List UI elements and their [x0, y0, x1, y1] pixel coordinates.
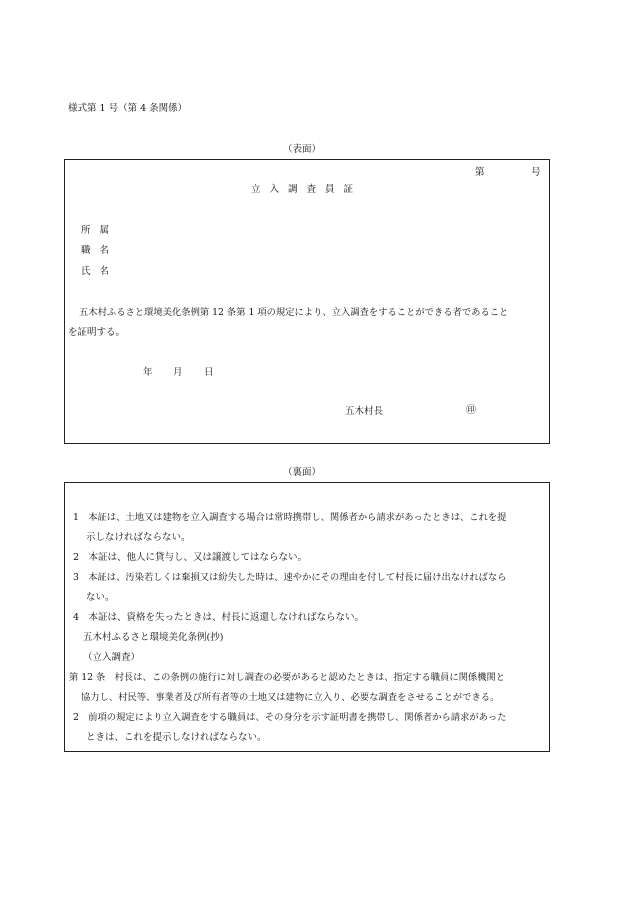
- cert-number-prefix: 第: [475, 167, 485, 178]
- certification-statement-cont: を証明する。: [68, 327, 126, 338]
- back-side-heading: （裏面）: [283, 467, 322, 478]
- field-affiliation-label: 所属: [81, 225, 119, 236]
- field-position-label: 職名: [81, 245, 119, 256]
- seal-mark: ㊞: [466, 405, 476, 416]
- certification-statement: 五木村ふるさと環境美化条例第 12 条第 1 項の規定により、立入調査をすることができる者であること: [79, 307, 509, 318]
- date-year-label: 年: [143, 367, 153, 378]
- article-12-paragraph-2: 2 前項の規定により立入調査をする職員は、その身分を示す証明書を携帯し、関係者から請求があった: [73, 712, 507, 723]
- date-month-label: 月: [173, 367, 183, 378]
- front-card: [64, 159, 550, 444]
- article-12-text: 第 12 条 村長は、この条例の施行に対し調査の必要があると認めたときは、指定する職員に関係機関と: [69, 672, 506, 683]
- cert-number-suffix: 号: [531, 167, 541, 178]
- section-caption: （立入調査）: [83, 652, 141, 663]
- article-12-paragraph-2-cont: ときは、これを提示しなければならない。: [86, 732, 267, 743]
- form-number: 様式第 1 号（第 4 条関係）: [68, 103, 188, 114]
- notice-item-1-cont: 示しなければならない。: [86, 532, 191, 543]
- notice-item-3-cont: ない。: [86, 592, 115, 603]
- date-day-label: 日: [204, 367, 214, 378]
- notice-item-2: 2 本証は、他人に貸与し、又は譲渡してはならない。: [73, 552, 308, 563]
- notice-item-4: 4 本証は、資格を失ったときは、村長に返還しなければならない。: [73, 612, 365, 623]
- article-12-text-cont: 協力し、村民等、事業者及び所有者等の土地又は建物に立入り、必要な調査をさせることができる。: [81, 692, 500, 703]
- ordinance-title: 五木村ふるさと環境美化条例(抄): [83, 632, 224, 643]
- issuer-label: 五木村長: [345, 406, 384, 417]
- back-card: [64, 482, 550, 752]
- front-side-heading: （表面）: [283, 144, 322, 155]
- notice-item-1: 1 本証は、土地又は建物を立入調査する場合は常時携帯し、関係者から請求があったときは、これを提: [73, 512, 507, 523]
- card-title: 立入調査員証: [251, 184, 363, 195]
- notice-item-3: 3 本証は、汚染若しくは棄損又は紛失した時は、速やかにその理由を付して村長に届け出なければなら: [73, 572, 507, 583]
- field-name-label: 氏名: [81, 266, 119, 277]
